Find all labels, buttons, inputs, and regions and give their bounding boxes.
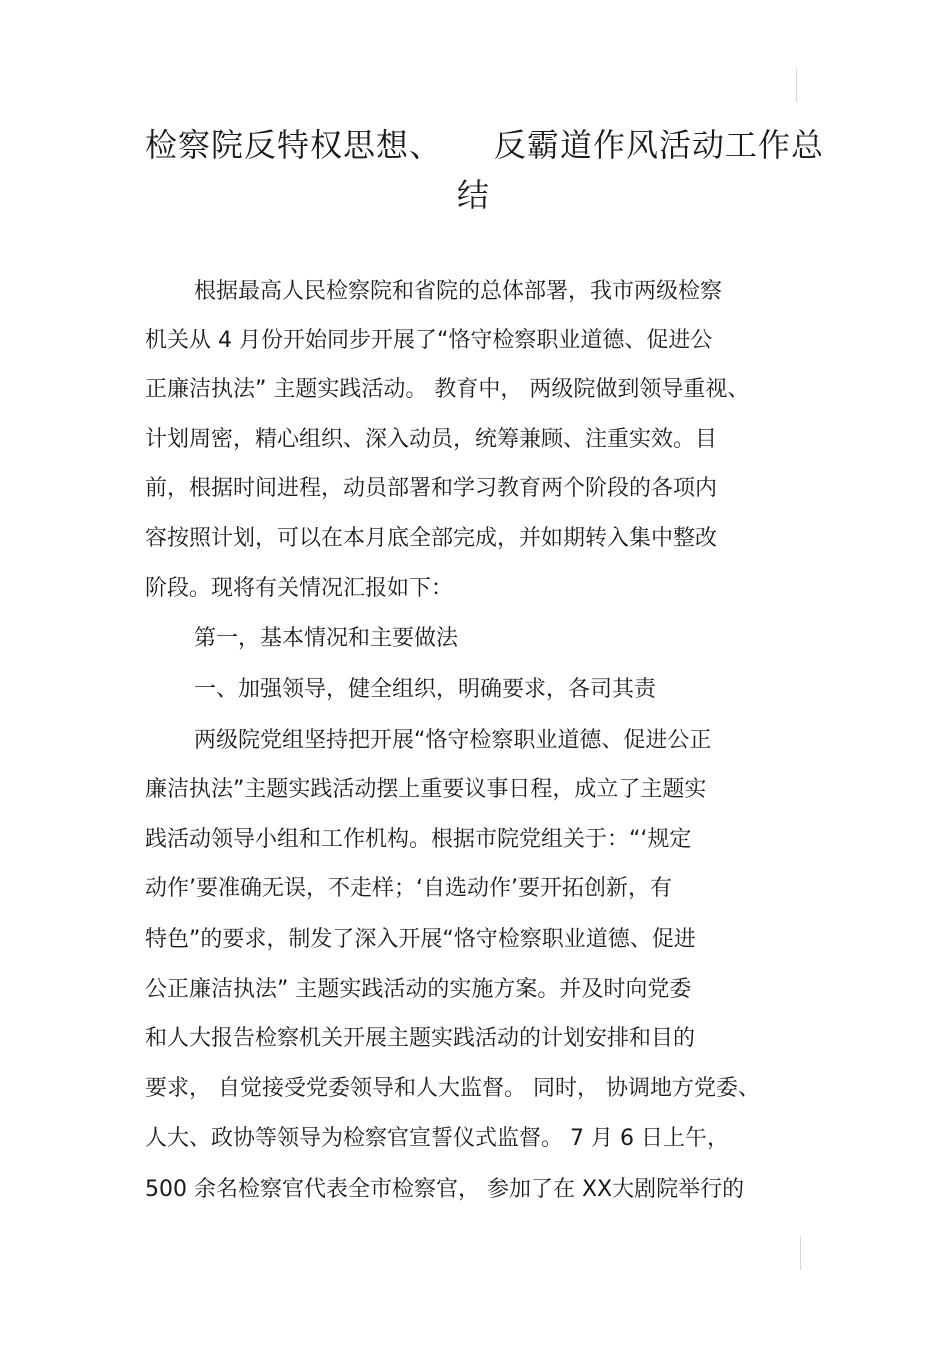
paragraph-line: 要求， 自觉接受党委领导和人大监督。 同时， 协调地方党委、 xyxy=(145,1076,760,1101)
paragraph-line: 两级院党组坚持把开展“恪守检察职业道德、促进公正 xyxy=(194,728,712,753)
title-part-1: 检察院反特权思想、 xyxy=(145,126,443,164)
paragraph-line: 计划周密，精心组织、深入动员，统筹兼顾、注重实效。目 xyxy=(145,427,718,452)
paragraph-line: 阶段。现将有关情况汇报如下： xyxy=(145,576,454,601)
document-title-line-2: 结 xyxy=(457,176,491,214)
paragraph-line: 特色”的要求，制发了深入开展“恪守检察职业道德、促进 xyxy=(145,927,696,952)
paragraph-line: 人大、政协等领导为检察官宣誓仪式监督。 7 月 6 日上午， xyxy=(145,1126,729,1151)
paragraph-line: 容按照计划，可以在本月底全部完成，并如期转入集中整改 xyxy=(145,526,718,551)
paragraph-line: 正廉洁执法” 主题实践活动。 教育中， 两级院做到领导重视、 xyxy=(145,377,750,402)
paragraph-line: 公正廉洁执法” 主题实践活动的实施方案。并及时向党委 xyxy=(145,977,692,1002)
paragraph-line: 廉洁执法”主题实践活动摆上重要议事日程，成立了主题实 xyxy=(145,777,707,802)
title-part-2: 反霸道作风活动工作总 xyxy=(494,126,825,164)
paragraph-line: 机关从 4 月份开始同步开展了“恪守检察职业道德、促进公 xyxy=(145,328,713,353)
paragraph-line: 500 余名检察官代表全市检察官， 参加了在 XX大剧院举行的 xyxy=(145,1177,745,1202)
subsection-heading: 一、加强领导，健全组织，明确要求，各司其责 xyxy=(194,677,657,702)
paragraph-line: 践活动领导小组和工作机构。根据市院党组关于：“‘规定 xyxy=(145,827,692,852)
paragraph-line: 根据最高人民检察院和省院的总体部署，我市两级检察 xyxy=(194,279,723,304)
paragraph-line: 和人大报告检察机关开展主题实践活动的计划安排和目的 xyxy=(145,1026,696,1051)
paragraph-line: 前，根据时间进程，动员部署和学习教育两个阶段的各项内 xyxy=(145,476,718,501)
margin-mark-top xyxy=(796,68,797,102)
margin-mark-bottom xyxy=(800,1236,801,1270)
document-title-line-1 xyxy=(145,125,825,165)
section-heading: 第一，基本情况和主要做法 xyxy=(194,626,459,651)
paragraph-line: 动作’要准确无误，不走样；‘自选动作’要开拓创新，有 xyxy=(145,876,672,901)
